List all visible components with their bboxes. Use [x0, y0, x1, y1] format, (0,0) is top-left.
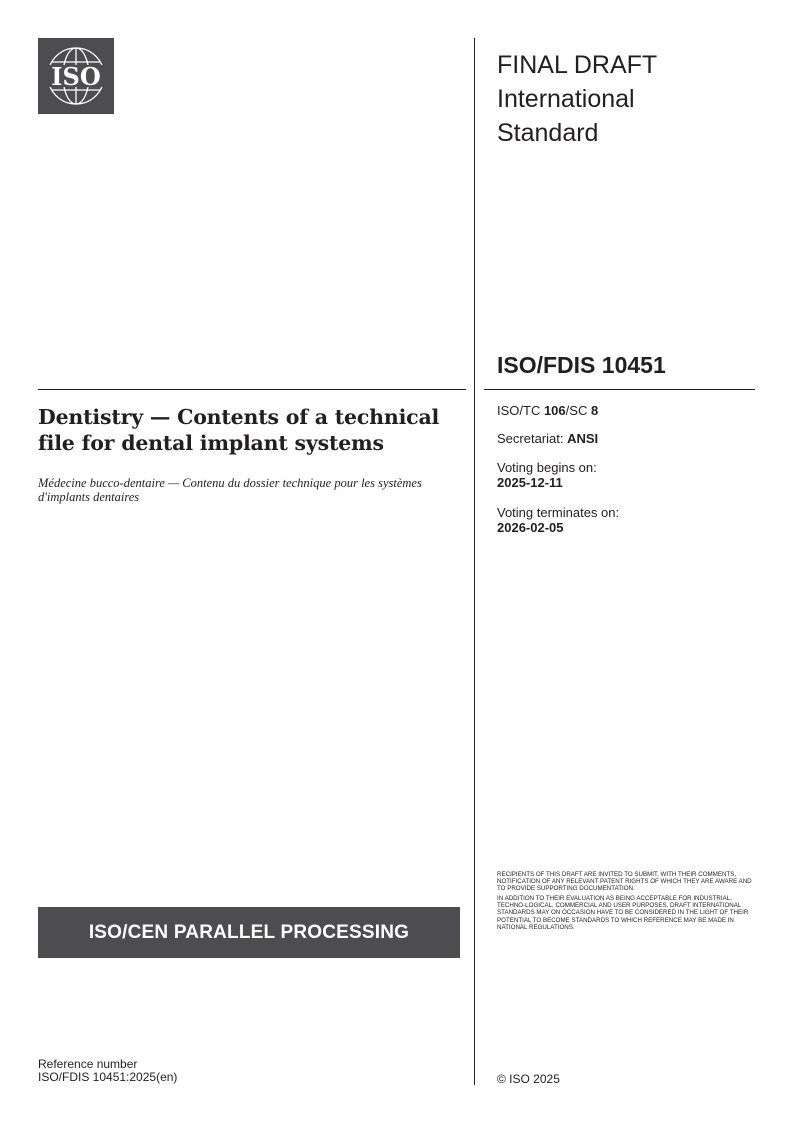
secretariat: [497, 431, 598, 446]
notice-paragraph-2: IN ADDITION TO THEIR EVALUATION AS BEING ACCEPTABLE FOR INDUSTRIAL, TECHNO-LOGICAL, COMMERCIAL AND USER PURPOSES, DRAFT INTERNATIONAL STANDARDS MAY ON OCCASION HAVE TO BE CONSIDERED IN THE LIGHT OF THEIR POTENTIAL TO BECOME STANDARDS TO WHICH REFERENCE MAY BE MADE IN NATIONAL REGULATIONS.: [497, 895, 749, 931]
tc-number: 106: [543, 403, 566, 418]
document-number: ISO/FDIS 10451: [497, 352, 666, 378]
reference-label: Reference number: [38, 1057, 138, 1071]
voting-begins: [497, 460, 597, 490]
reference-number: [38, 1058, 177, 1084]
title-line-3: Standard: [497, 119, 599, 147]
notice-paragraph-1: RECIPIENTS OF THIS DRAFT ARE INVITED TO SUBMIT, WITH THEIR COMMENTS, NOTIFICATION OF ANY RELEVANT PATENT RIGHTS OF WHICH THEY ARE AWARE AND TO PROVIDE SUPPORTING DOCUMENTATION.: [497, 871, 752, 893]
iso-logo: [38, 38, 114, 114]
sc-number: 8: [590, 403, 599, 418]
reference-value: ISO/FDIS 10451:2025(en): [38, 1070, 178, 1084]
tc-prefix: ISO/TC: [497, 403, 544, 418]
title-line-2: International: [497, 85, 635, 113]
committee-reference: [497, 403, 598, 418]
french-title: Médecine bucco-dentaire — Contenu du dossier technique pour les systèmes d'implants dentaires: [38, 476, 422, 504]
voting-begins-label: Voting begins on:: [497, 460, 597, 475]
sc-prefix: /SC: [565, 403, 591, 418]
copyright: © ISO 2025: [497, 1072, 560, 1086]
logo-text: ISO: [51, 62, 101, 91]
draft-notice: [497, 871, 757, 934]
voting-ends-date: 2026-02-05: [497, 520, 564, 535]
horizontal-divider-right: [484, 389, 755, 390]
english-title: Dentistry — Contents of a technical file for dental implant systems: [38, 405, 440, 455]
banner-text: ISO/CEN PARALLEL PROCESSING: [88, 921, 410, 943]
title-line-1: FINAL DRAFT: [497, 51, 658, 79]
document-stage-title: [497, 48, 767, 150]
parallel-processing-banner: [38, 907, 460, 958]
voting-begins-date: 2025-12-11: [497, 475, 563, 490]
secretariat-value: ANSI: [567, 431, 599, 446]
iso-globe-icon: [38, 38, 114, 114]
voting-ends-label: Voting terminates on:: [497, 505, 620, 520]
horizontal-divider-left: [38, 389, 466, 390]
voting-terminates: [497, 505, 619, 535]
secretariat-label: Secretariat:: [497, 431, 568, 446]
vertical-divider: [474, 38, 475, 1085]
